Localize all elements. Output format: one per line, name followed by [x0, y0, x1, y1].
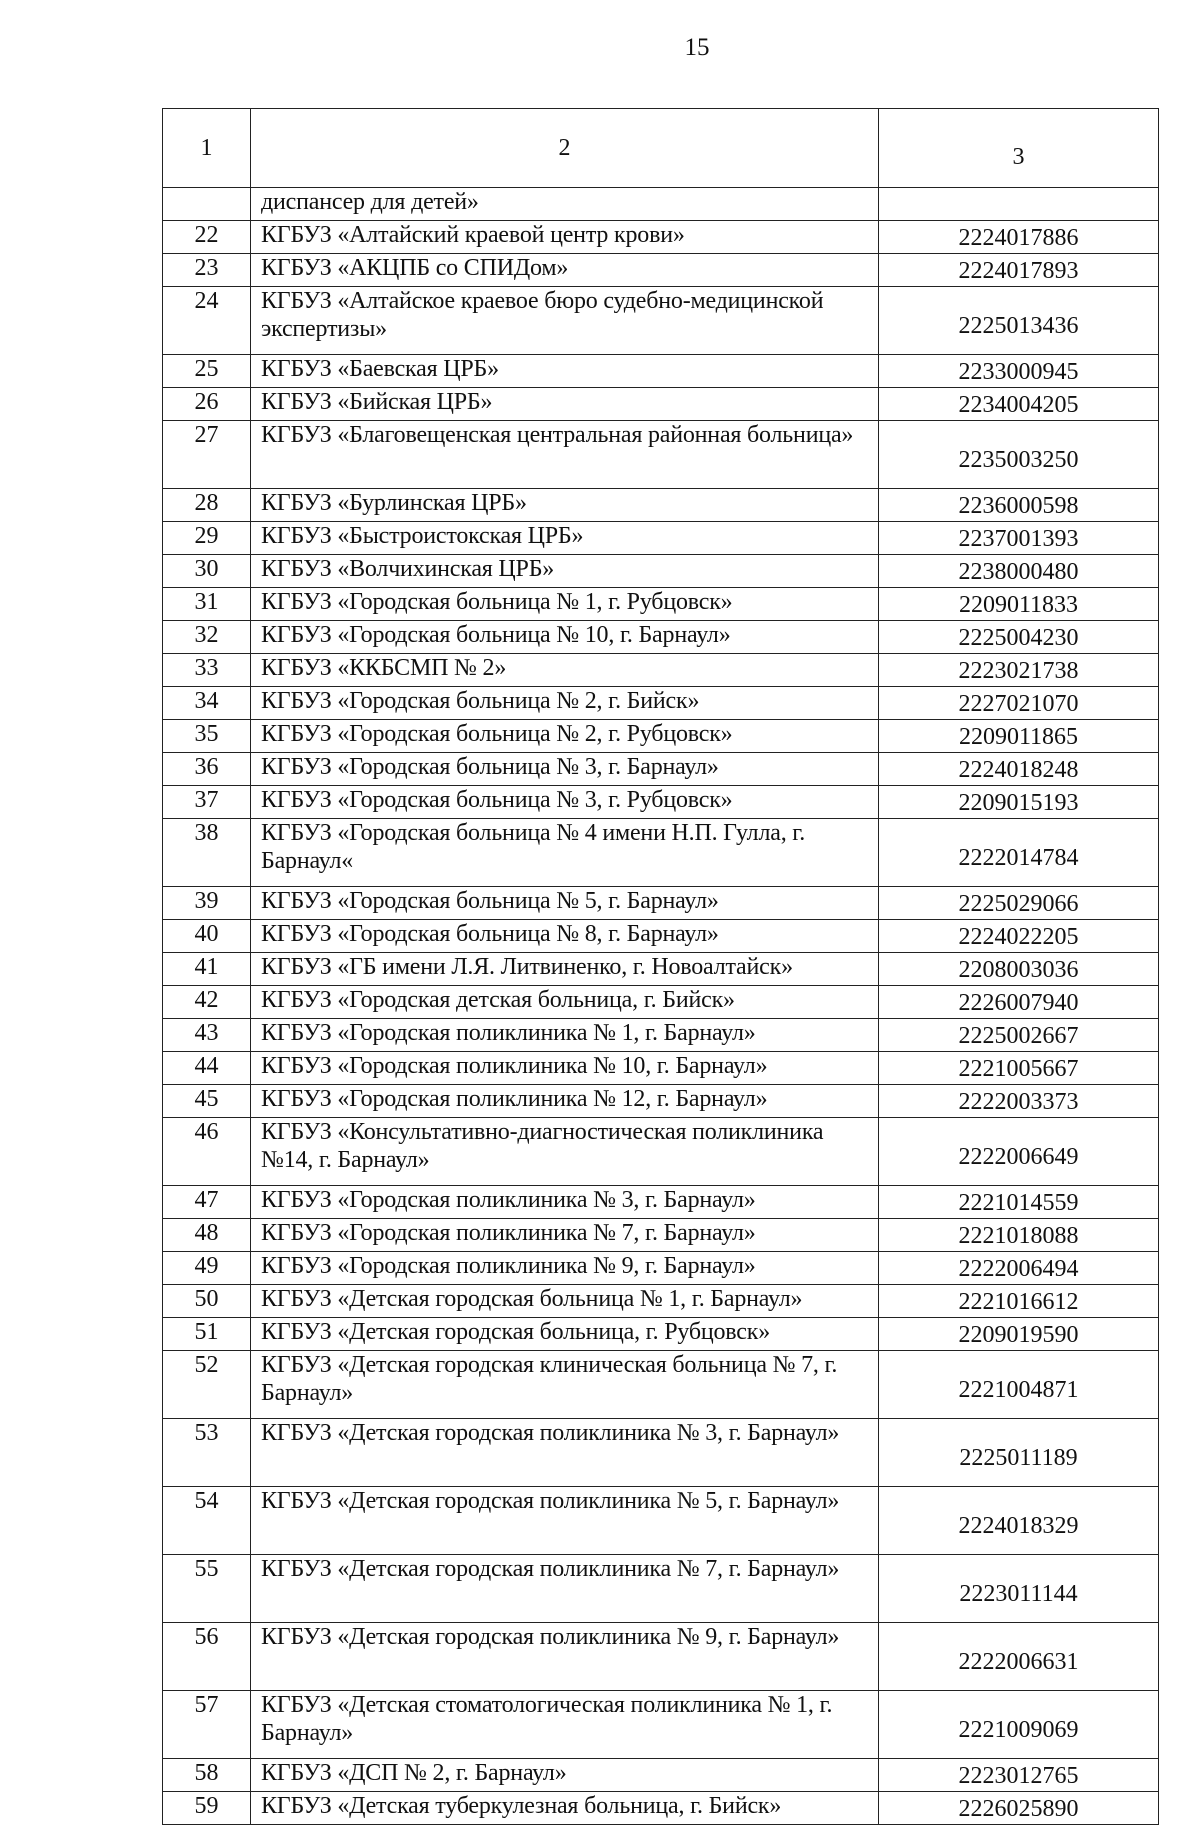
row-number: 36 [163, 753, 251, 786]
inn-value: 2236000598 [879, 489, 1159, 522]
organization-name: КГБУЗ «ДСП № 2, г. Барнаул» [251, 1759, 879, 1792]
row-number: 52 [163, 1351, 251, 1419]
table-row [163, 1019, 1159, 1052]
organizations-table [162, 108, 1159, 1825]
row-number: 40 [163, 920, 251, 953]
row-number: 29 [163, 522, 251, 555]
table-row [163, 355, 1159, 388]
inn-value: 2225004230 [879, 621, 1159, 654]
inn-value: 2222014784 [879, 819, 1159, 887]
table-row [163, 753, 1159, 786]
organization-name: КГБУЗ «ГБ имени Л.Я. Литвиненко, г. Новоалтайск» [251, 953, 879, 986]
row-number: 47 [163, 1186, 251, 1219]
inn-value: 2222006649 [879, 1118, 1159, 1186]
organization-name: КГБУЗ «Консультативно-диагностическая поликлиника №14, г. Барнаул» [251, 1118, 879, 1186]
inn-value: 2224018329 [879, 1487, 1159, 1555]
header-col-3: 3 [879, 109, 1159, 188]
table-row [163, 1285, 1159, 1318]
row-number: 39 [163, 887, 251, 920]
table-row [163, 786, 1159, 819]
row-number: 46 [163, 1118, 251, 1186]
table-row [163, 188, 1159, 221]
table-row [163, 1252, 1159, 1285]
inn-value: 2234004205 [879, 388, 1159, 421]
header-col-2: 2 [251, 109, 879, 188]
organization-name: КГБУЗ «Алтайское краевое бюро судебно-медицинской экспертизы» [251, 287, 879, 355]
row-number: 26 [163, 388, 251, 421]
inn-value: 2222006631 [879, 1623, 1159, 1691]
organization-name: КГБУЗ «Бийская ЦРБ» [251, 388, 879, 421]
inn-value: 2224017893 [879, 254, 1159, 287]
row-number: 55 [163, 1555, 251, 1623]
row-number: 48 [163, 1219, 251, 1252]
organization-name: КГБУЗ «Городская больница № 1, г. Рубцовск» [251, 588, 879, 621]
row-number: 54 [163, 1487, 251, 1555]
row-number: 37 [163, 786, 251, 819]
organization-name: КГБУЗ «Городская больница № 3, г. Рубцовск» [251, 786, 879, 819]
organization-name: КГБУЗ «Детская городская больница, г. Рубцовск» [251, 1318, 879, 1351]
organization-name: КГБУЗ «Детская городская клиническая больница № 7, г. Барнаул» [251, 1351, 879, 1419]
organization-name: КГБУЗ «АКЦПБ со СПИДом» [251, 254, 879, 287]
table-row [163, 1219, 1159, 1252]
table-row [163, 621, 1159, 654]
row-number: 51 [163, 1318, 251, 1351]
table-row [163, 1487, 1159, 1555]
row-number: 35 [163, 720, 251, 753]
inn-value: 2223012765 [879, 1759, 1159, 1792]
row-number: 34 [163, 687, 251, 720]
organization-name: КГБУЗ «Бурлинская ЦРБ» [251, 489, 879, 522]
table-row [163, 1419, 1159, 1487]
organization-name: КГБУЗ «Городская поликлиника № 12, г. Барнаул» [251, 1085, 879, 1118]
table-row [163, 388, 1159, 421]
table-row [163, 819, 1159, 887]
organization-name: КГБУЗ «Городская поликлиника № 9, г. Барнаул» [251, 1252, 879, 1285]
row-number: 42 [163, 986, 251, 1019]
organization-name: КГБУЗ «Городская поликлиника № 3, г. Барнаул» [251, 1186, 879, 1219]
row-number: 28 [163, 489, 251, 522]
organization-name: КГБУЗ «Алтайский краевой центр крови» [251, 221, 879, 254]
inn-value: 2225002667 [879, 1019, 1159, 1052]
row-number: 43 [163, 1019, 251, 1052]
organization-name: КГБУЗ «Городская больница № 3, г. Барнаул» [251, 753, 879, 786]
table-row [163, 986, 1159, 1019]
row-number: 33 [163, 654, 251, 687]
row-number: 23 [163, 254, 251, 287]
row-number: 45 [163, 1085, 251, 1118]
row-number: 59 [163, 1792, 251, 1825]
row-number: 41 [163, 953, 251, 986]
organization-name: КГБУЗ «Городская поликлиника № 7, г. Барнаул» [251, 1219, 879, 1252]
table-row [163, 953, 1159, 986]
inn-value: 2221014559 [879, 1186, 1159, 1219]
inn-value: 2226025890 [879, 1792, 1159, 1825]
organization-name: КГБУЗ «Городская больница № 5, г. Барнаул» [251, 887, 879, 920]
row-number: 25 [163, 355, 251, 388]
inn-value: 2227021070 [879, 687, 1159, 720]
row-number: 24 [163, 287, 251, 355]
inn-value: 2222003373 [879, 1085, 1159, 1118]
table-row [163, 1052, 1159, 1085]
row-number: 27 [163, 421, 251, 489]
table-row [163, 687, 1159, 720]
row-number: 44 [163, 1052, 251, 1085]
inn-value: 2224017886 [879, 221, 1159, 254]
table-row [163, 1318, 1159, 1351]
table-row [163, 522, 1159, 555]
inn-value: 2226007940 [879, 986, 1159, 1019]
organization-name: КГБУЗ «Детская городская поликлиника № 9, г. Барнаул» [251, 1623, 879, 1691]
table-row [163, 221, 1159, 254]
table-row [163, 1186, 1159, 1219]
inn-value: 2209011865 [879, 720, 1159, 753]
row-number: 58 [163, 1759, 251, 1792]
table-row [163, 421, 1159, 489]
inn-value: 2209015193 [879, 786, 1159, 819]
inn-value: 2237001393 [879, 522, 1159, 555]
table-header-row [163, 109, 1159, 188]
table-row [163, 1623, 1159, 1691]
inn-value: 2209019590 [879, 1318, 1159, 1351]
organization-name: КГБУЗ «Детская городская поликлиника № 7, г. Барнаул» [251, 1555, 879, 1623]
inn-value [879, 188, 1159, 221]
table-row [163, 720, 1159, 753]
organization-name: КГБУЗ «Детская городская поликлиника № 5, г. Барнаул» [251, 1487, 879, 1555]
organization-name: КГБУЗ «Городская больница № 4 имени Н.П. Гулла, г. Барнаул« [251, 819, 879, 887]
organization-name: КГБУЗ «Городская больница № 2, г. Бийск» [251, 687, 879, 720]
organization-name: КГБУЗ «Детская стоматологическая поликлиника № 1, г. Барнаул» [251, 1691, 879, 1759]
inn-value: 2225029066 [879, 887, 1159, 920]
header-col-1: 1 [163, 109, 251, 188]
inn-value: 2225013436 [879, 287, 1159, 355]
row-number: 50 [163, 1285, 251, 1318]
inn-value: 2238000480 [879, 555, 1159, 588]
table-row [163, 1759, 1159, 1792]
table-row [163, 1351, 1159, 1419]
table-row [163, 654, 1159, 687]
row-number: 53 [163, 1419, 251, 1487]
table-row [163, 1555, 1159, 1623]
row-number: 38 [163, 819, 251, 887]
organization-name: КГБУЗ «Волчихинская ЦРБ» [251, 555, 879, 588]
organization-name: КГБУЗ «ККБСМП № 2» [251, 654, 879, 687]
organization-name: диспансер для детей» [251, 188, 879, 221]
page-number: 15 [684, 34, 710, 61]
table-row [163, 920, 1159, 953]
organization-name: КГБУЗ «Городская больница № 8, г. Барнаул» [251, 920, 879, 953]
inn-value: 2224022205 [879, 920, 1159, 953]
inn-value: 2221005667 [879, 1052, 1159, 1085]
organization-name: КГБУЗ «Городская поликлиника № 1, г. Барнаул» [251, 1019, 879, 1052]
table-row [163, 489, 1159, 522]
inn-value: 2235003250 [879, 421, 1159, 489]
row-number: 22 [163, 221, 251, 254]
inn-value: 2223021738 [879, 654, 1159, 687]
organization-name: КГБУЗ «Городская больница № 10, г. Барнаул» [251, 621, 879, 654]
row-number: 32 [163, 621, 251, 654]
table-row [163, 588, 1159, 621]
row-number: 57 [163, 1691, 251, 1759]
inn-value: 2221009069 [879, 1691, 1159, 1759]
inn-value: 2224018248 [879, 753, 1159, 786]
organization-name: КГБУЗ «Городская больница № 2, г. Рубцовск» [251, 720, 879, 753]
inn-value: 2223011144 [879, 1555, 1159, 1623]
table-row [163, 1085, 1159, 1118]
inn-value: 2222006494 [879, 1252, 1159, 1285]
inn-value: 2221016612 [879, 1285, 1159, 1318]
organization-name: КГБУЗ «Городская детская больница, г. Бийск» [251, 986, 879, 1019]
inn-value: 2209011833 [879, 588, 1159, 621]
table-row [163, 887, 1159, 920]
organization-name: КГБУЗ «Быстроистокская ЦРБ» [251, 522, 879, 555]
organization-name: КГБУЗ «Детская городская поликлиника № 3, г. Барнаул» [251, 1419, 879, 1487]
inn-value: 2233000945 [879, 355, 1159, 388]
organization-name: КГБУЗ «Благовещенская центральная районная больница» [251, 421, 879, 489]
row-number: 30 [163, 555, 251, 588]
row-number: 31 [163, 588, 251, 621]
table-row [163, 287, 1159, 355]
row-number [163, 188, 251, 221]
table-row [163, 1118, 1159, 1186]
organization-name: КГБУЗ «Детская городская больница № 1, г. Барнаул» [251, 1285, 879, 1318]
organization-name: КГБУЗ «Детская туберкулезная больница, г. Бийск» [251, 1792, 879, 1825]
organization-name: КГБУЗ «Городская поликлиника № 10, г. Барнаул» [251, 1052, 879, 1085]
inn-value: 2208003036 [879, 953, 1159, 986]
row-number: 49 [163, 1252, 251, 1285]
organization-name: КГБУЗ «Баевская ЦРБ» [251, 355, 879, 388]
row-number: 56 [163, 1623, 251, 1691]
table-row [163, 1691, 1159, 1759]
table-row [163, 254, 1159, 287]
table-row [163, 1792, 1159, 1825]
inn-value: 2221004871 [879, 1351, 1159, 1419]
table-row [163, 555, 1159, 588]
inn-value: 2221018088 [879, 1219, 1159, 1252]
inn-value: 2225011189 [879, 1419, 1159, 1487]
